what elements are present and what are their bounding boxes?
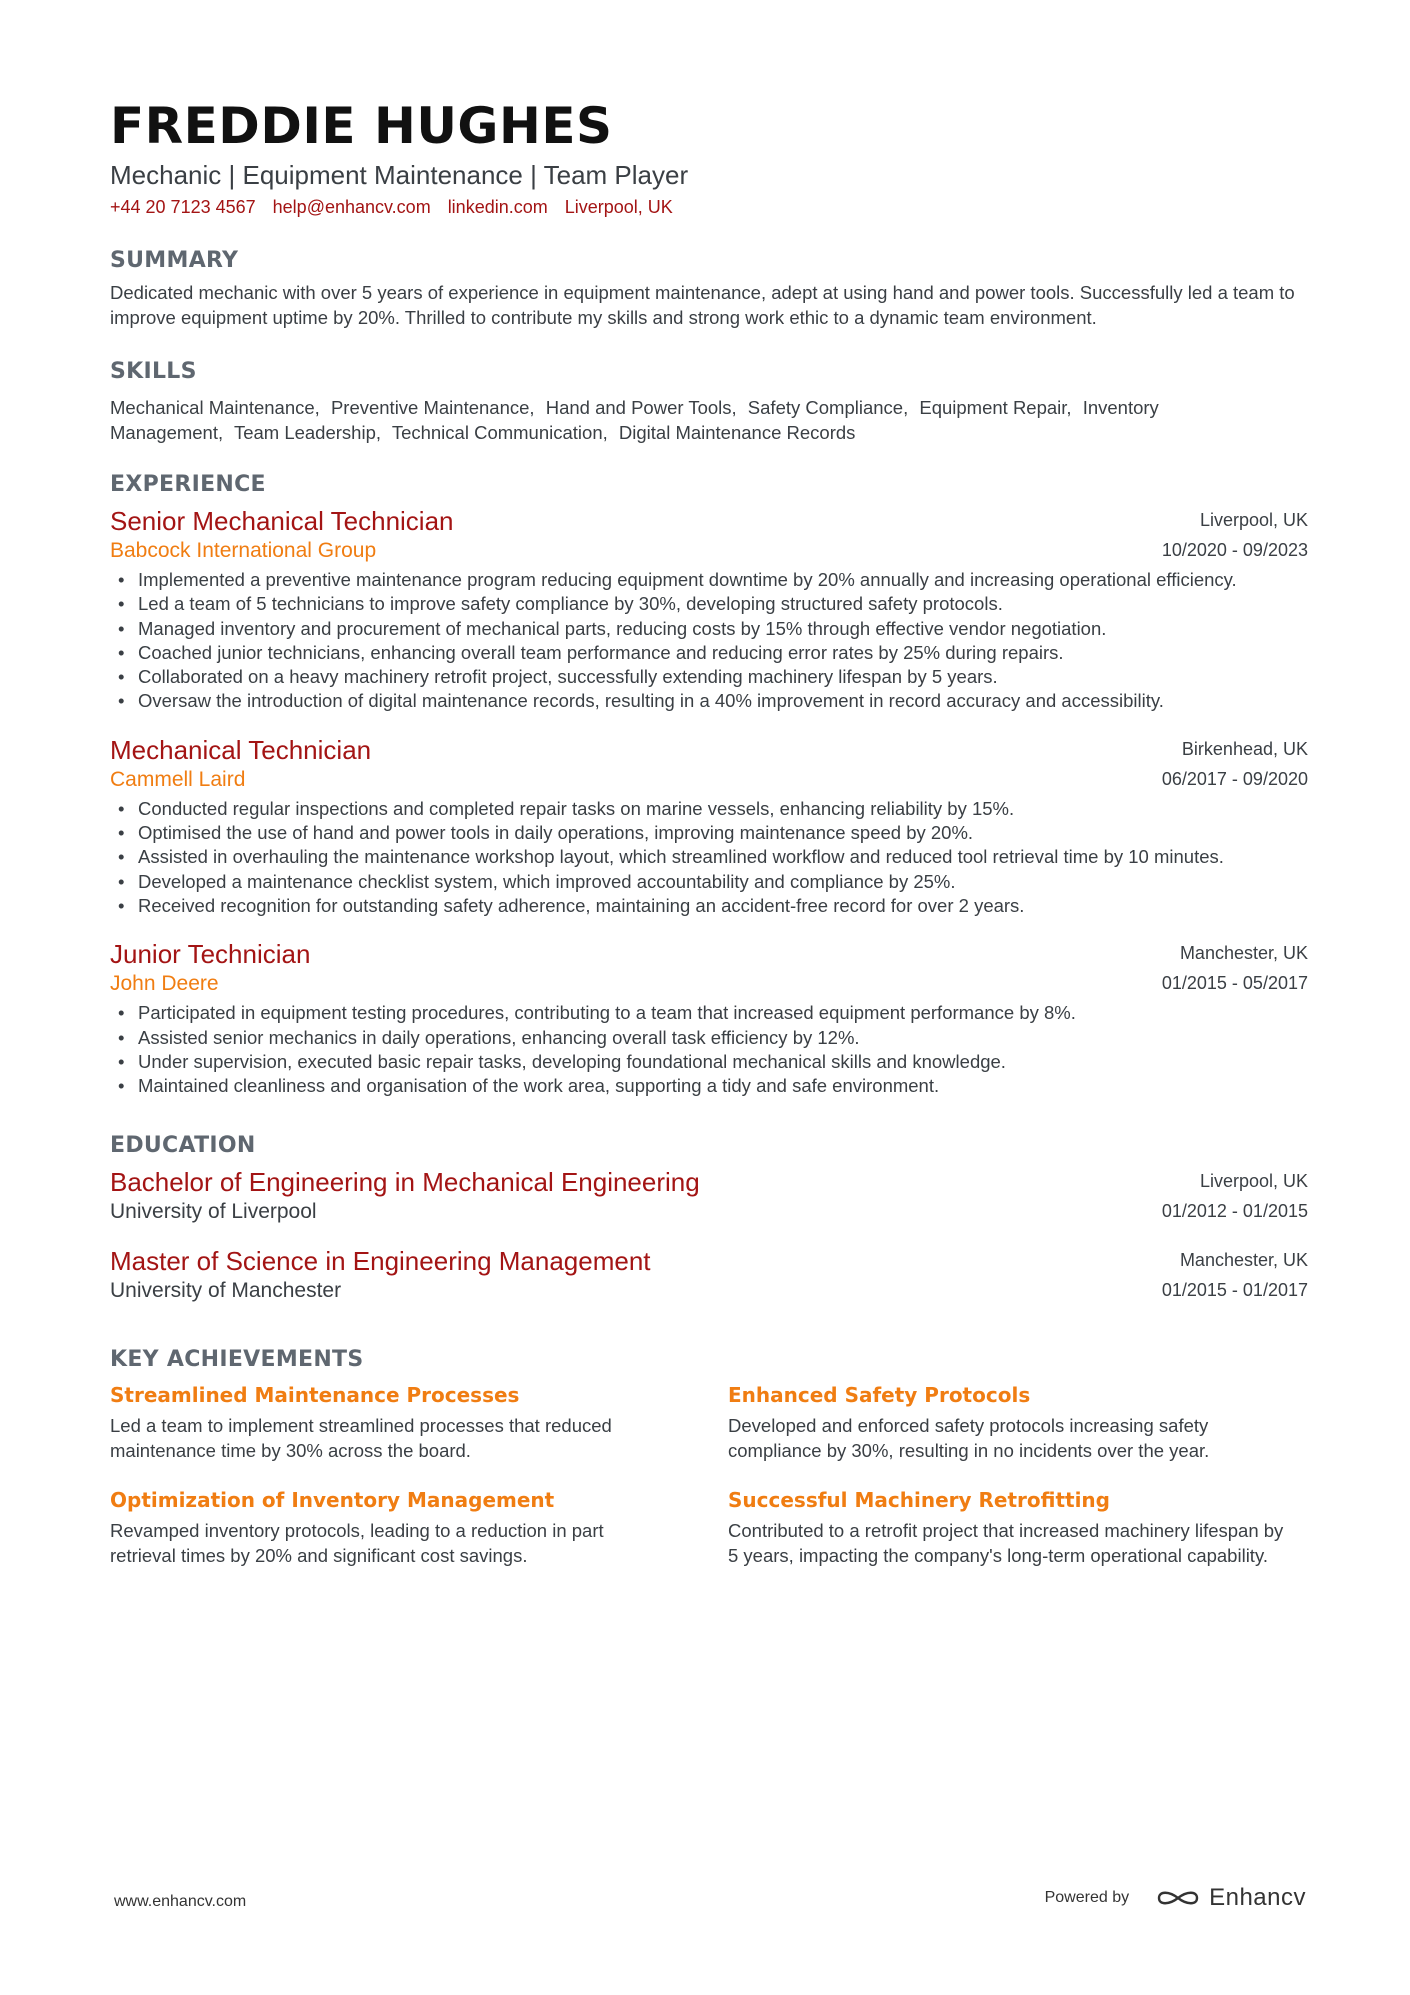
achievements-section xyxy=(110,1346,1308,1568)
job-location: Birkenhead, UK xyxy=(1181,738,1308,759)
bullet-item: • Assisted in overhauling the maintenance workshop layout, which streamlined workflow and reduced tool retrieval time by 10 minutes. xyxy=(110,845,1308,869)
experience-section xyxy=(110,471,1308,1098)
section-title: SKILLS xyxy=(110,359,197,384)
section-title: SUMMARY xyxy=(110,248,239,273)
job-entry xyxy=(110,505,1308,714)
candidate-name: FREDDIE HUGHES xyxy=(110,97,613,155)
linkedin-link[interactable]: linkedin.com xyxy=(447,197,548,217)
bullet-item: • Participated in equipment testing procedures, contributing to a team that increased equipment performance by 8%. xyxy=(110,1001,1308,1025)
job-title: Junior Technician xyxy=(110,939,311,970)
bullet-item: • Assisted senior mechanics in daily operations, enhancing overall task efficiency by 12%. xyxy=(110,1026,1308,1050)
education-entry xyxy=(110,1245,1308,1304)
skill-item: Team Leadership, xyxy=(233,421,381,443)
bullet-item: • Implemented a preventive maintenance program reducing equipment downtime by 20% annually and increasing operational efficiency. xyxy=(110,568,1308,592)
achievement-description: Revamped inventory protocols, leading to a reduction in part retrieval times by 20% and significant cost savings. xyxy=(110,1520,604,1566)
skill-item: Equipment Repair, xyxy=(919,397,1072,418)
achievements-grid xyxy=(110,1382,1308,1568)
achievement-title: Successful Machinery Retrofitting xyxy=(728,1488,1110,1513)
achievement-item xyxy=(728,1487,1288,1568)
job-meta xyxy=(1162,505,1308,565)
education-entry xyxy=(110,1166,1308,1225)
achievement-item xyxy=(110,1487,670,1568)
footer-website-link[interactable]: www.enhancv.com xyxy=(114,1893,247,1910)
powered-by-label: Powered by xyxy=(1044,1889,1130,1906)
achievement-item xyxy=(728,1382,1288,1463)
bullet-item: • Conducted regular inspections and completed repair tasks on marine vessels, enhancing reliability by 15%. xyxy=(110,797,1308,821)
job-entry xyxy=(110,734,1308,918)
job-dates: 01/2015 - 05/2017 xyxy=(1161,973,1308,994)
bullet-item: • Managed inventory and procurement of mechanical parts, reducing costs by 15% through effective vendor negotiation. xyxy=(110,617,1308,641)
job-title: Senior Mechanical Technician xyxy=(110,506,454,536)
job-company: Babcock International Group xyxy=(110,539,377,562)
skill-item: Safety Compliance, xyxy=(747,397,909,418)
job-title: Mechanical Technician xyxy=(110,734,372,765)
summary-text: Dedicated mechanic with over 5 years of experience in equipment maintenance, adept at using hand and power tools. Successfully led a team to improve equipment uptime by 20%. Thrilled to contribute my skills and strong work ethic to a dynamic team environment. xyxy=(110,282,1295,328)
bullet-item: • Coached junior technicians, enhancing overall team performance and reducing error rates by 25% during repairs. xyxy=(110,641,1308,665)
achievement-description: Contributed to a retrofit project that increased machinery lifespan by 5 years, impacting the company's long-term operational capability. xyxy=(728,1520,1284,1566)
bullet-item: • Led a team of 5 technicians to improve safety compliance by 30%, developing structured safety protocols. xyxy=(110,592,1308,616)
education-dates: 01/2015 - 01/2017 xyxy=(1161,1280,1308,1301)
education-meta xyxy=(1162,1166,1308,1226)
achievement-description: Developed and enforced safety protocols increasing safety compliance by 30%, resulting in no incidents over the year. xyxy=(728,1415,1210,1461)
bullet-item: • Collaborated on a heavy machinery retrofit project, successfully extending machinery lifespan by 5 years. xyxy=(110,665,1308,689)
phone-link[interactable]: +44 20 7123 4567 xyxy=(110,197,256,217)
bullet-item: • Developed a maintenance checklist system, which improved accountability and compliance by 25%. xyxy=(110,870,1308,894)
achievement-title: Enhanced Safety Protocols xyxy=(728,1383,1031,1408)
education-location: Liverpool, UK xyxy=(1199,1171,1308,1192)
skill-item: Inventory Management, xyxy=(110,397,1159,443)
job-meta xyxy=(1162,734,1308,794)
skills-list xyxy=(110,396,1190,445)
job-bullets xyxy=(110,797,1308,918)
job-bullets xyxy=(110,568,1308,714)
bullet-item: • Received recognition for outstanding safety adherence, maintaining an accident-free record for over 2 years. xyxy=(110,894,1308,918)
education-degree: Bachelor of Engineering in Mechanical Engineering xyxy=(110,1167,700,1198)
education-school: University of Manchester xyxy=(110,1279,342,1303)
footer-branding xyxy=(1045,1884,1306,1912)
job-dates: 06/2017 - 09/2020 xyxy=(1161,768,1308,789)
skill-item: Digital Maintenance Records xyxy=(618,421,856,443)
education-school: University of Liverpool xyxy=(110,1200,317,1224)
skill-item: Technical Communication, xyxy=(391,421,608,443)
education-degree: Master of Science in Engineering Management xyxy=(110,1246,651,1277)
skill-item: Hand and Power Tools, xyxy=(545,397,737,418)
achievement-description: Led a team to implement streamlined processes that reduced maintenance time by 30% across the board. xyxy=(110,1415,612,1461)
job-location: Liverpool, UK xyxy=(1199,510,1308,530)
bullet-item: • Oversaw the introduction of digital maintenance records, resulting in a 40% improvement in record accuracy and accessibility. xyxy=(110,689,1308,713)
job-company: Cammell Laird xyxy=(110,767,246,791)
education-section xyxy=(110,1132,1308,1304)
skills-section xyxy=(110,358,1308,445)
contact-info xyxy=(110,195,1308,219)
enhancv-logo-icon xyxy=(1155,1886,1201,1910)
achievement-title: Streamlined Maintenance Processes xyxy=(110,1383,520,1408)
job-meta xyxy=(1162,938,1308,998)
email-link[interactable]: help@enhancv.com xyxy=(272,197,431,217)
education-meta xyxy=(1162,1245,1308,1305)
section-title: EXPERIENCE xyxy=(110,472,266,497)
summary-section xyxy=(110,247,1308,330)
job-bullets xyxy=(110,1001,1308,1098)
bullet-item: • Maintained cleanliness and organisation of the work area, supporting a tidy and safe environment. xyxy=(110,1074,1308,1098)
achievement-item xyxy=(110,1382,670,1463)
location-text: Liverpool, UK xyxy=(564,197,673,217)
job-entry xyxy=(110,938,1308,1098)
candidate-headline: Mechanic | Equipment Maintenance | Team Player xyxy=(110,160,689,190)
education-location: Manchester, UK xyxy=(1179,1250,1308,1271)
skill-item: Mechanical Maintenance, xyxy=(110,397,320,418)
job-company: John Deere xyxy=(110,972,219,996)
bullet-item: • Under supervision, executed basic repair tasks, developing foundational mechanical skills and knowledge. xyxy=(110,1050,1308,1074)
job-dates: 10/2020 - 09/2023 xyxy=(1161,540,1308,560)
resume-page xyxy=(110,96,1308,1568)
section-title: EDUCATION xyxy=(110,1133,256,1159)
job-location: Manchester, UK xyxy=(1179,943,1308,964)
bullet-item: • Optimised the use of hand and power tools in daily operations, improving maintenance speed by 20%. xyxy=(110,821,1308,845)
education-dates: 01/2012 - 01/2015 xyxy=(1161,1201,1308,1222)
skill-item: Preventive Maintenance, xyxy=(330,397,535,418)
enhancv-brand-name: Enhancv xyxy=(1209,1884,1306,1911)
achievement-title: Optimization of Inventory Management xyxy=(110,1488,555,1513)
section-title: KEY ACHIEVEMENTS xyxy=(110,1347,364,1373)
resume-header xyxy=(110,96,1308,219)
